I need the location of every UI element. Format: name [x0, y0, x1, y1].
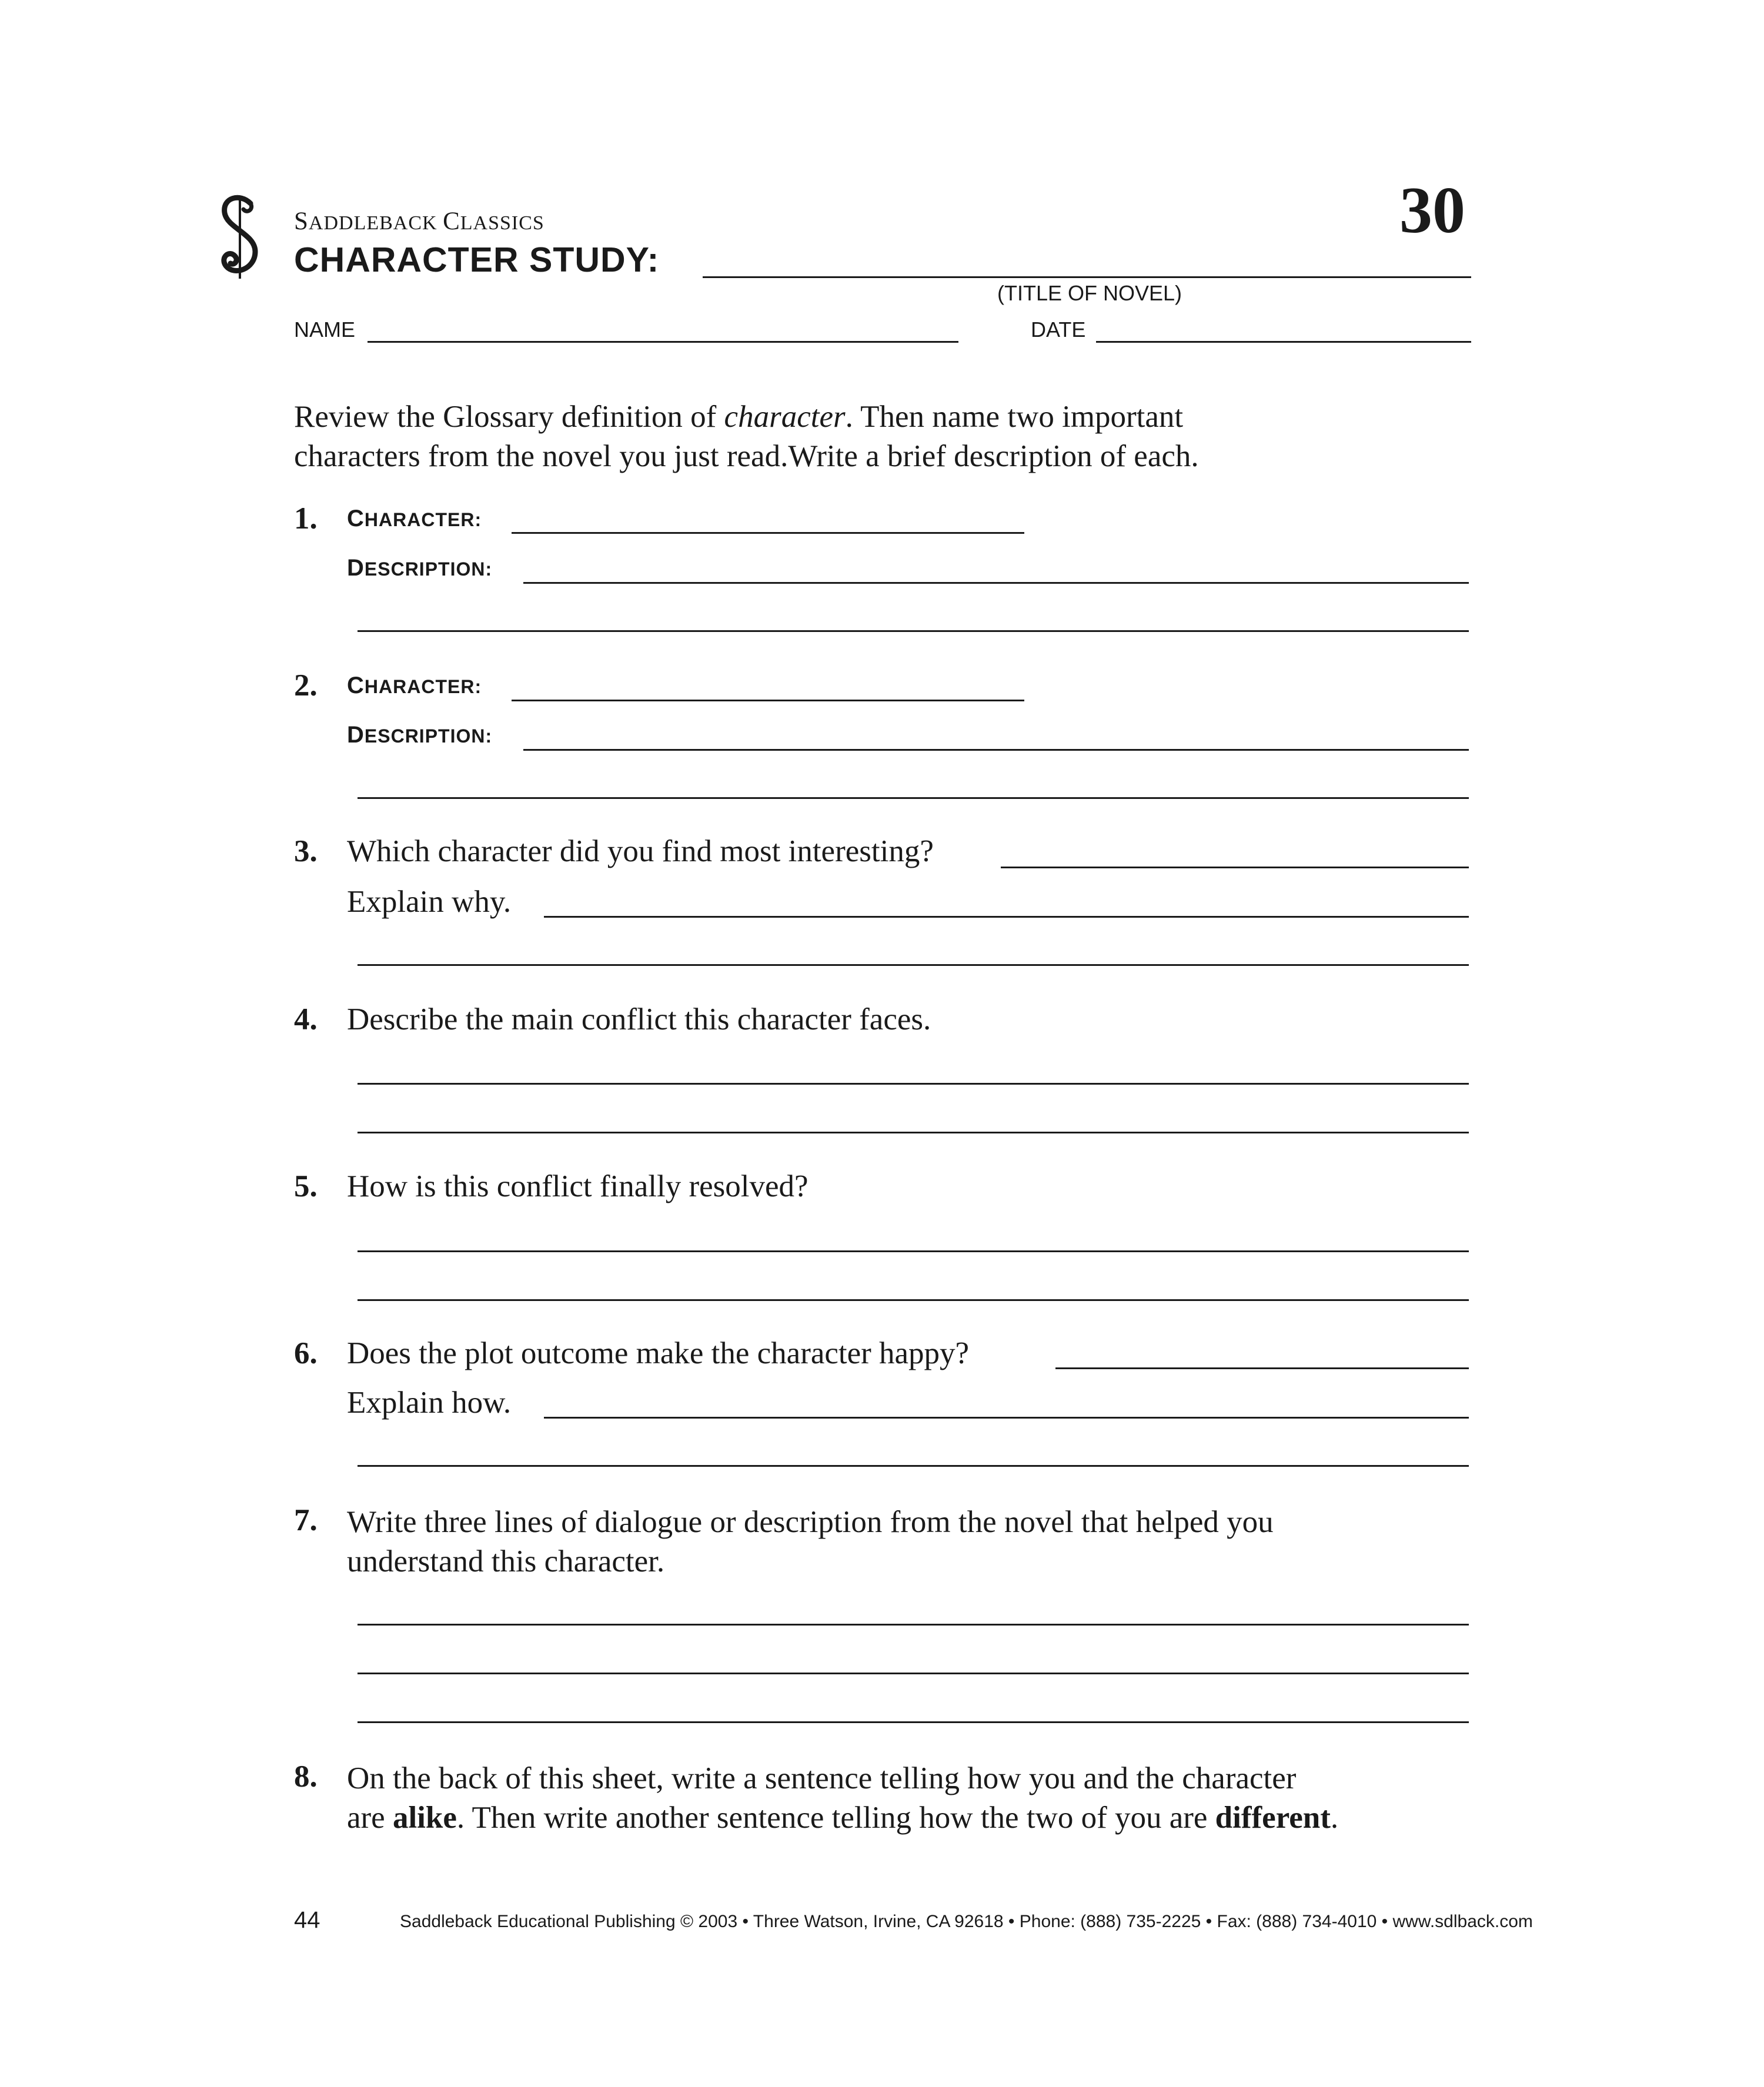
question-number: 1.: [294, 501, 318, 536]
novel-title-field[interactable]: [703, 276, 1471, 278]
explain-label: Explain how.: [347, 1386, 512, 1420]
question-number: 2.: [294, 668, 318, 703]
page-number: 44: [294, 1907, 320, 1933]
explain-why-line-2[interactable]: [358, 964, 1469, 966]
question-number: 6.: [294, 1336, 318, 1370]
question-text: Describe the main conflict this character faces.: [347, 1002, 931, 1036]
date-field[interactable]: [1096, 341, 1471, 343]
description-label: DESCRIPTION:: [347, 722, 493, 748]
question-text: Which character did you find most interesting?: [347, 834, 934, 868]
dialogue-line-3[interactable]: [358, 1721, 1469, 1723]
character-1-field[interactable]: [512, 532, 1024, 534]
conflict-line-2[interactable]: [358, 1132, 1469, 1133]
description-1-field[interactable]: [523, 582, 1469, 584]
question-number: 5.: [294, 1169, 318, 1203]
publisher-footer: Saddleback Educational Publishing © 2003 • Three Watson, Irvine, CA 92618 • Phone: (888) 735-2225 • Fax: (888) 734-4010 • www.sdlback.com: [400, 1912, 1533, 1931]
worksheet-title: CHARACTER STUDY:: [294, 240, 660, 279]
question-text: On the back of this sheet, write a sentence telling how you and the character are alike. Then write another sentence telling how the two of you are different.: [347, 1761, 1339, 1835]
explain-how-line-2[interactable]: [358, 1465, 1469, 1467]
question-number: 3.: [294, 834, 318, 868]
description-1-line-2[interactable]: [358, 630, 1469, 632]
name-field[interactable]: [368, 341, 958, 343]
character-2-field[interactable]: [512, 700, 1024, 701]
interesting-character-field[interactable]: [1001, 867, 1469, 868]
question-number: 8.: [294, 1760, 318, 1794]
dialogue-line-1[interactable]: [358, 1624, 1469, 1626]
explain-how-field[interactable]: [544, 1417, 1469, 1419]
dialogue-line-2[interactable]: [358, 1673, 1469, 1674]
treble-s-logo-icon: [216, 193, 263, 281]
question-number: 4.: [294, 1002, 318, 1036]
question-text: Write three lines of dialogue or description from the novel that helped you understand this character.: [347, 1505, 1274, 1578]
happy-answer-field[interactable]: [1055, 1367, 1469, 1369]
question-text: How is this conflict finally resolved?: [347, 1169, 808, 1203]
name-label: NAME: [294, 317, 356, 342]
description-2-field[interactable]: [523, 749, 1469, 751]
instructions: Review the Glossary definition of character. Then name two important characters from the novel you just read.Write a brief description of each.: [294, 400, 1199, 473]
character-label: CHARACTER:: [347, 673, 482, 698]
question-text: Does the plot outcome make the character happy?: [347, 1336, 970, 1370]
question-number: 7.: [294, 1503, 318, 1537]
resolution-line-2[interactable]: [358, 1299, 1469, 1301]
description-2-line-2[interactable]: [358, 797, 1469, 799]
resolution-line-1[interactable]: [358, 1250, 1469, 1252]
description-label: DESCRIPTION:: [347, 555, 493, 581]
character-label: CHARACTER:: [347, 506, 482, 531]
title-caption: (TITLE OF NOVEL): [997, 281, 1182, 305]
explain-why-field[interactable]: [544, 916, 1469, 918]
publisher-brand: SADDLEBACK CLASSICS: [294, 208, 544, 235]
explain-label: Explain why.: [347, 885, 512, 919]
conflict-line-1[interactable]: [358, 1083, 1469, 1085]
date-label: DATE: [1031, 317, 1086, 342]
worksheet-number: 30: [1399, 174, 1465, 247]
